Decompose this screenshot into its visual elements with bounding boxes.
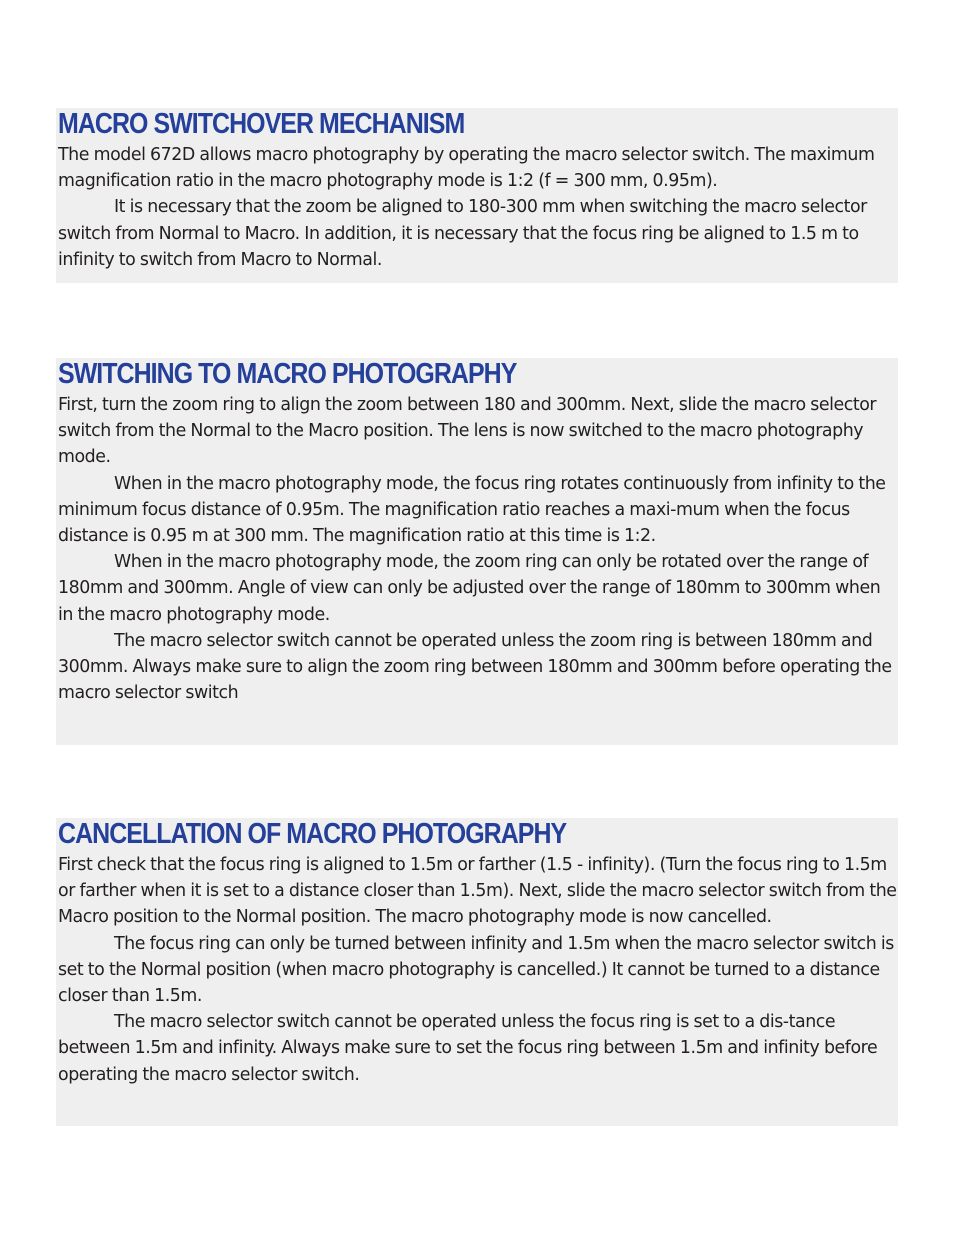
- section-switching-to-macro: [56, 358, 898, 745]
- section-title: MACRO SWITCHOVER MECHANISM: [58, 108, 465, 140]
- section-body: [58, 142, 898, 273]
- section-body: [58, 852, 898, 1088]
- paragraph: The focus ring can only be turned between infinity and 1.5m when the macro selector switch is set to the Normal position (when macro photography is cancelled.) It cannot be turned to a distance closer than 1.5m.: [58, 933, 894, 1007]
- paragraph: The macro selector switch cannot be operated unless the zoom ring is between 180mm and 300mm. Always make sure to align the zoom ring between 180mm and 300mm before operating the macro selector switch: [58, 630, 892, 704]
- paragraph: When in the macro photography mode, the focus ring rotates continuously from infinity to the minimum focus distance of 0.95m. The magnification ratio reaches a maxi-mum when the focus distance is 0.95 m at 300 mm. The magnification ratio at this time is 1:2.: [58, 473, 886, 547]
- paragraph: The model 672D allows macro photography by operating the macro selector switch. The maximum magnification ratio in the macro photography mode is 1:2 (f = 300 mm, 0.95m).: [58, 145, 875, 192]
- paragraph: When in the macro photography mode, the zoom ring can only be rotated over the range of 180mm and 300mm. Angle of view can only be adjusted over the range of 180mm to 300mm when in the macro photography mode.: [58, 552, 881, 625]
- paragraph: First, turn the zoom ring to align the zoom between 180 and 300mm. Next, slide the macro selector switch from the Normal to the Macro position. The lens is now switched to the macro photography mode.: [58, 395, 877, 468]
- section-title: SWITCHING TO MACRO PHOTOGRAPHY: [58, 358, 517, 390]
- paragraph: First check that the focus ring is aligned to 1.5m or farther (1.5 - infinity). (Turn the focus ring to 1.5m or farther when it is set to a distance closer than 1.5m). Next, slide the macro selector switch from the Macro position to the Normal position. The macro photography mode is now cancelled.: [58, 855, 897, 928]
- section-body: [58, 392, 898, 706]
- paragraph: It is necessary that the zoom be aligned to 180-300 mm when switching the macro selector switch from Normal to Macro. In addition, it is necessary that the focus ring be aligned to 1.5 m to infinity to switch from Macro to Normal.: [58, 197, 867, 270]
- section-macro-switchover: [56, 108, 898, 283]
- section-cancellation-of-macro: [56, 818, 898, 1126]
- paragraph: The macro selector switch cannot be operated unless the focus ring is set to a dis-tance between 1.5m and infinity. Always make sure to set the focus ring between 1.5m and infinity before operating the macro selector switch.: [58, 1012, 878, 1085]
- section-title: CANCELLATION OF MACRO PHOTOGRAPHY: [58, 818, 567, 850]
